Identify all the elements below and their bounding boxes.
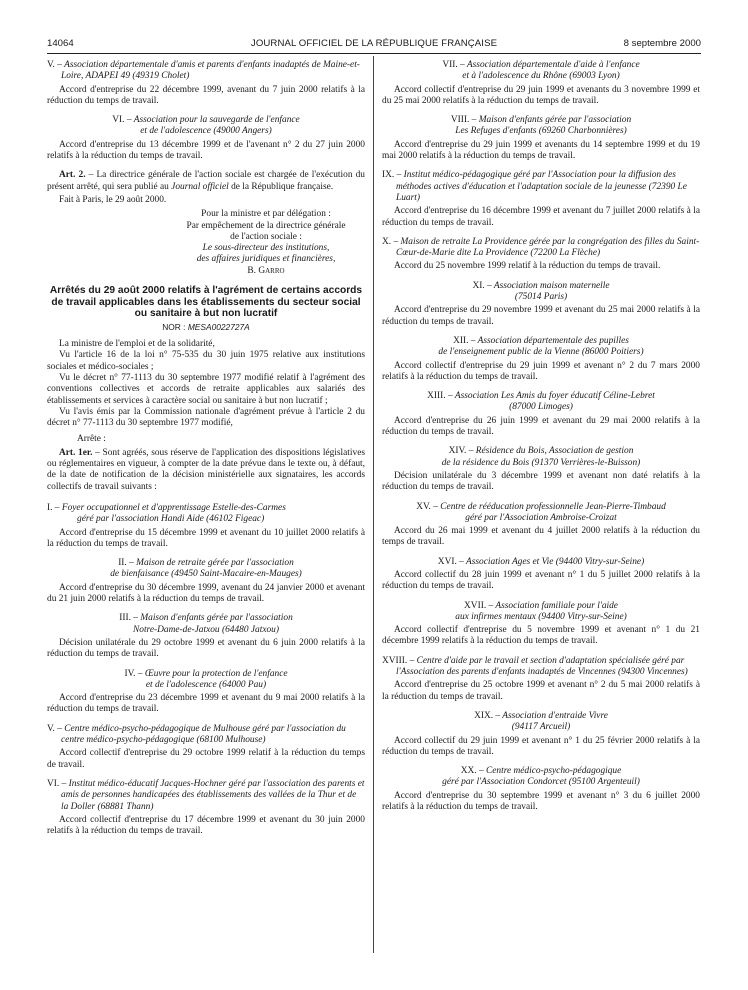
section-text: Accord collectif d'entreprise du 5 novembre 1999 et avenant n° 1 du 21 décembre 1999 relatifs à la réduction du temps de travail. [382, 625, 700, 647]
section-item [382, 601, 700, 648]
section-text: Accord d'entreprise du 26 juin 1999 et avenant du 29 mai 2000 relatifs à la réduction du temps de travail. [382, 415, 700, 438]
article-2: Art. 2. – La directrice générale de l'action sociale est chargée de l'exécution du présent arrêté, qui sera publié au Journal officiel de la République française. [47, 170, 365, 192]
section-item [382, 237, 700, 273]
section-text: Accord d'entreprise du 29 novembre 1999 et avenant du 25 mai 2000 relatifs à la réduction du temps de travail. [382, 305, 700, 327]
column-divider [373, 56, 374, 953]
right-column [382, 60, 700, 821]
section-text: Décision unilatérale du 3 décembre 1999 et avenant non daté relatifs à la réduction du temps de travail. [382, 470, 700, 493]
section-title: XII. – Association départementale des pupilles de l'enseignement public de la Vienne (86000 Poitiers) [438, 335, 644, 358]
section-item [47, 669, 365, 716]
section-item [382, 115, 700, 162]
nor-reference: NOR : MESA0022727A [162, 321, 250, 332]
section-title: XVI. – Association Ages et Vie (94400 Vitry-sur-Seine) [437, 556, 645, 567]
page-number: 14064 [47, 38, 74, 49]
section-title: II. – Maison de retraite gérée par l'association de bienfaisance (49450 Saint-Macaire-en-Mauges) [110, 558, 302, 580]
preamble-line: Vu le décret n° 77-1113 du 30 septembre 1977 modifié relatif à l'agrément des conventions collectives et accords de retraite applicables aux salariés des établissements et services à caractère social ou sanitaire à but non lucratif ; [47, 373, 365, 406]
section-title: XI. – Association maison maternelle (75014 Paris) [472, 280, 610, 303]
preamble-line: Vu l'article 16 de la loi n° 75-535 du 30 juin 1975 relative aux institutions sociales et médico-sociales ; [47, 350, 365, 372]
section-title: XVIII. – Centre d'aide par le travail et section d'adaptation spécialisée géré par l'Association des parents d'enfants inadaptés de Vincennes (94300 Vincennes) [382, 655, 688, 678]
section-item [382, 502, 700, 549]
section-item [382, 656, 700, 703]
signature-line: de l'action sociale : [230, 231, 302, 242]
section-item [382, 391, 700, 438]
section-text: Accord d'entreprise du 30 décembre 1999, avenant du 24 janvier 2000 et avenant du 21 juin 2000 relatifs à la réduction du temps de travail. [47, 582, 365, 605]
section-item [382, 336, 700, 383]
left-column [47, 60, 365, 845]
section-item [382, 711, 700, 758]
section-text: Accord d'entreprise du 23 décembre 1999 et avenant du 9 mai 2000 relatifs à la réduction du temps de travail. [47, 693, 365, 715]
section-title: V. – Centre médico-psycho-pédagogique de Mulhouse géré par l'association du centre médico-psycho-pédagogique (68100 Mulhouse) [47, 723, 346, 746]
section-title: III. – Maison d'enfants gérée par l'association Notre-Dame-de-Jatxou (64480 Jatxou) [119, 613, 293, 635]
signatory-name: B. Garro [247, 265, 285, 276]
section-title: I. – Foyer occupationnel et d'apprentissage Estelle-des-Carmes géré par l'association Handi Aide (46102 Figeac) [47, 502, 286, 525]
section-text: Accord collectif d'entreprise du 29 juin 1999 et avenants du 3 novembre 1999 et du 25 mai 2000 relatifs à la réduction du temps de travail. [382, 84, 700, 106]
section-item [47, 779, 365, 837]
section-text: Accord d'entreprise du 25 octobre 1999 et avenant n° 2 du 5 mai 2000 relatifs à la réduction du temps de travail. [382, 680, 700, 702]
signature-line: Par empêchement de la directrice générale [186, 220, 346, 231]
section-title: XIV. – Résidence du Bois, Association de gestion de la résidence du Bois (91370 Verrières-le-Buisson) [441, 446, 641, 468]
section-text: Accord du 26 mai 1999 et avenant du 4 juillet 2000 relatifs à la réduction du temps de travail. [382, 526, 700, 548]
section-text: Accord d'entreprise du 16 décembre 1999 et avenant du 7 juillet 2000 relatifs à la réduction du temps de travail. [382, 206, 700, 228]
section-text: Accord d'entreprise du 13 décembre 1999 et de l'avenant n° 2 du 27 juin 2000 relatifs à la réduction du temps de travail. [47, 139, 365, 162]
issue-date: 8 septembre 2000 [623, 38, 701, 49]
section-title: VI. – Association pour la sauvegarde de l'enfance et de l'adolescence (49000 Angers) [112, 115, 300, 137]
section-text: Accord collectif du 28 juin 1999 et avenant n° 1 du 5 juillet 2000 relatifs à la réduction du temps de travail. [382, 569, 700, 592]
section-text: Accord collectif du 29 juin 1999 et avenant n° 1 du 25 février 2000 relatifs à la réduction du temps de travail. [382, 735, 700, 757]
signature-line: des affaires juridiques et financières, [196, 254, 336, 265]
signature-line: Pour la ministre et par délégation : [201, 209, 331, 220]
section-item [382, 281, 700, 328]
section-text: Accord d'entreprise du 30 septembre 1999 et avenant n° 3 du 6 juillet 2000 relatifs à la réduction du temps de travail. [382, 790, 700, 813]
section-text: Accord collectif d'entreprise du 29 juin 1999 et avenant n° 2 du 7 mars 2000 relatifs à la réduction du temps de travail. [382, 360, 700, 382]
section-item [382, 170, 700, 228]
page-header [47, 38, 701, 52]
section-title: XX. – Centre médico-psycho-pédagogique géré par l'Association Condorcet (95100 Argenteuil) [442, 766, 640, 788]
section-title: XIII. – Association Les Amis du foyer éducatif Céline-Lebret (87000 Limoges) [427, 391, 655, 413]
signature-line: Le sous-directeur des institutions, [202, 243, 330, 254]
section-title: XV. – Centre de rééducation professionnelle Jean-Pierre-Timbaud géré par l'Association Ambroise-Croizat [416, 501, 666, 523]
section-text: Accord collectif d'entreprise du 29 octobre 1999 relatif à la réduction du temps de travail. [47, 748, 365, 770]
signature-block [47, 209, 365, 277]
section-text: Accord d'entreprise du 15 décembre 1999 et avenant du 10 juillet 2000 relatifs à la réduction du temps de travail. [47, 527, 365, 549]
section-item [47, 724, 365, 771]
section-text: Décision unilatérale du 29 octobre 1999 et avenant du 6 juin 2000 relatifs à la réduction du temps de travail. [47, 637, 365, 660]
preamble-line: La ministre de l'emploi et de la solidarité, [59, 339, 215, 350]
section-title: VIII. – Maison d'enfants gérée par l'association Les Refuges d'enfants (69260 Charbonnières) [450, 115, 632, 137]
arrete-title: Arrêtés du 29 août 2000 relatifs à l'agrément de certains accords de travail applicables dans les établissements du secteur social ou sanitaire à but non lucratif [49, 285, 363, 320]
journal-title: JOURNAL OFFICIEL DE LA RÉPUBLIQUE FRANÇAISE [250, 38, 498, 49]
section-title: VII. – Association départementale d'aide à l'enfance et à l'adolescence du Rhône (69003 Lyon) [442, 60, 640, 82]
arrete-label: Arrête : [77, 433, 106, 444]
section-title: XIX. – Association d'entraide Vivre (94117 Arcueil) [474, 710, 608, 733]
section-item [47, 60, 365, 107]
section-item [47, 503, 365, 550]
section-item [47, 558, 365, 605]
header-rule [47, 53, 701, 54]
section-item [47, 613, 365, 660]
preamble-line: Vu l'avis émis par la Commission nationale d'agrément prévue à l'article 2 du décret n° 77-1113 du 30 septembre 1977 modifié, [47, 406, 365, 429]
article-1: Art. 1er. – Sont agréés, sous réserve de l'application des dispositions législatives ou réglementaires en vigueur, à compter de la date prévue dans le texte ou, à défaut, de la date de notification de la décision ministérielle aux signataires, les accords collectifs de travail suivants : [47, 447, 366, 492]
section-title: X. – Maison de retraite La Providence gérée par la congrégation des filles du Saint-Cœur-de-Marie dite La Providence (72200 La Flèche) [382, 236, 700, 259]
section-text: Accord d'entreprise du 29 juin 1999 et avenants du 14 septembre 1999 et du 19 mai 2000 relatifs à la réduction du temps de travail. [382, 139, 700, 162]
section-title: IX. – Institut médico-pédagogique géré par l'Association pour la diffusion des méthodes actives d'éducation et l'adaptation sociale de la jeunesse (72390 Le Luart) [382, 170, 687, 203]
section-title: XVII. – Association familiale pour l'aide aux infirmes mentaux (94400 Vitry-sur-Seine) [455, 600, 627, 622]
section-title: IV. – Œuvre pour la protection de l'enfance et de l'adolescence (64000 Pau) [124, 668, 288, 690]
section-item [382, 446, 700, 493]
section-text: Accord collectif d'entreprise du 17 décembre 1999 et avenant du 30 juin 2000 relatifs à la réduction du temps de travail. [47, 814, 365, 837]
fait-a-paris: Fait à Paris, le 29 août 2000. [59, 194, 167, 205]
section-title: VI. – Institut médico-éducatif Jacques-Hochner géré par l'association des parents et amis de personnes handicapées des établissements des vallées de la Thur et de la Doller (68881 Thann) [47, 778, 365, 812]
section-text: Accord du 25 novembre 1999 relatif à la réduction du temps de travail. [394, 261, 661, 272]
section-text: Accord d'entreprise du 22 décembre 1999, avenant du 7 juin 2000 relatifs à la réduction du temps de travail. [47, 84, 365, 106]
section-item [382, 766, 700, 813]
section-item [382, 60, 700, 107]
section-item [382, 557, 700, 593]
section-title: V. – Association départementale d'amis et parents d'enfants inadaptés de Maine-et-Loire, ADAPEI 49 (49319 Cholet) [47, 60, 360, 82]
section-item [47, 115, 365, 162]
